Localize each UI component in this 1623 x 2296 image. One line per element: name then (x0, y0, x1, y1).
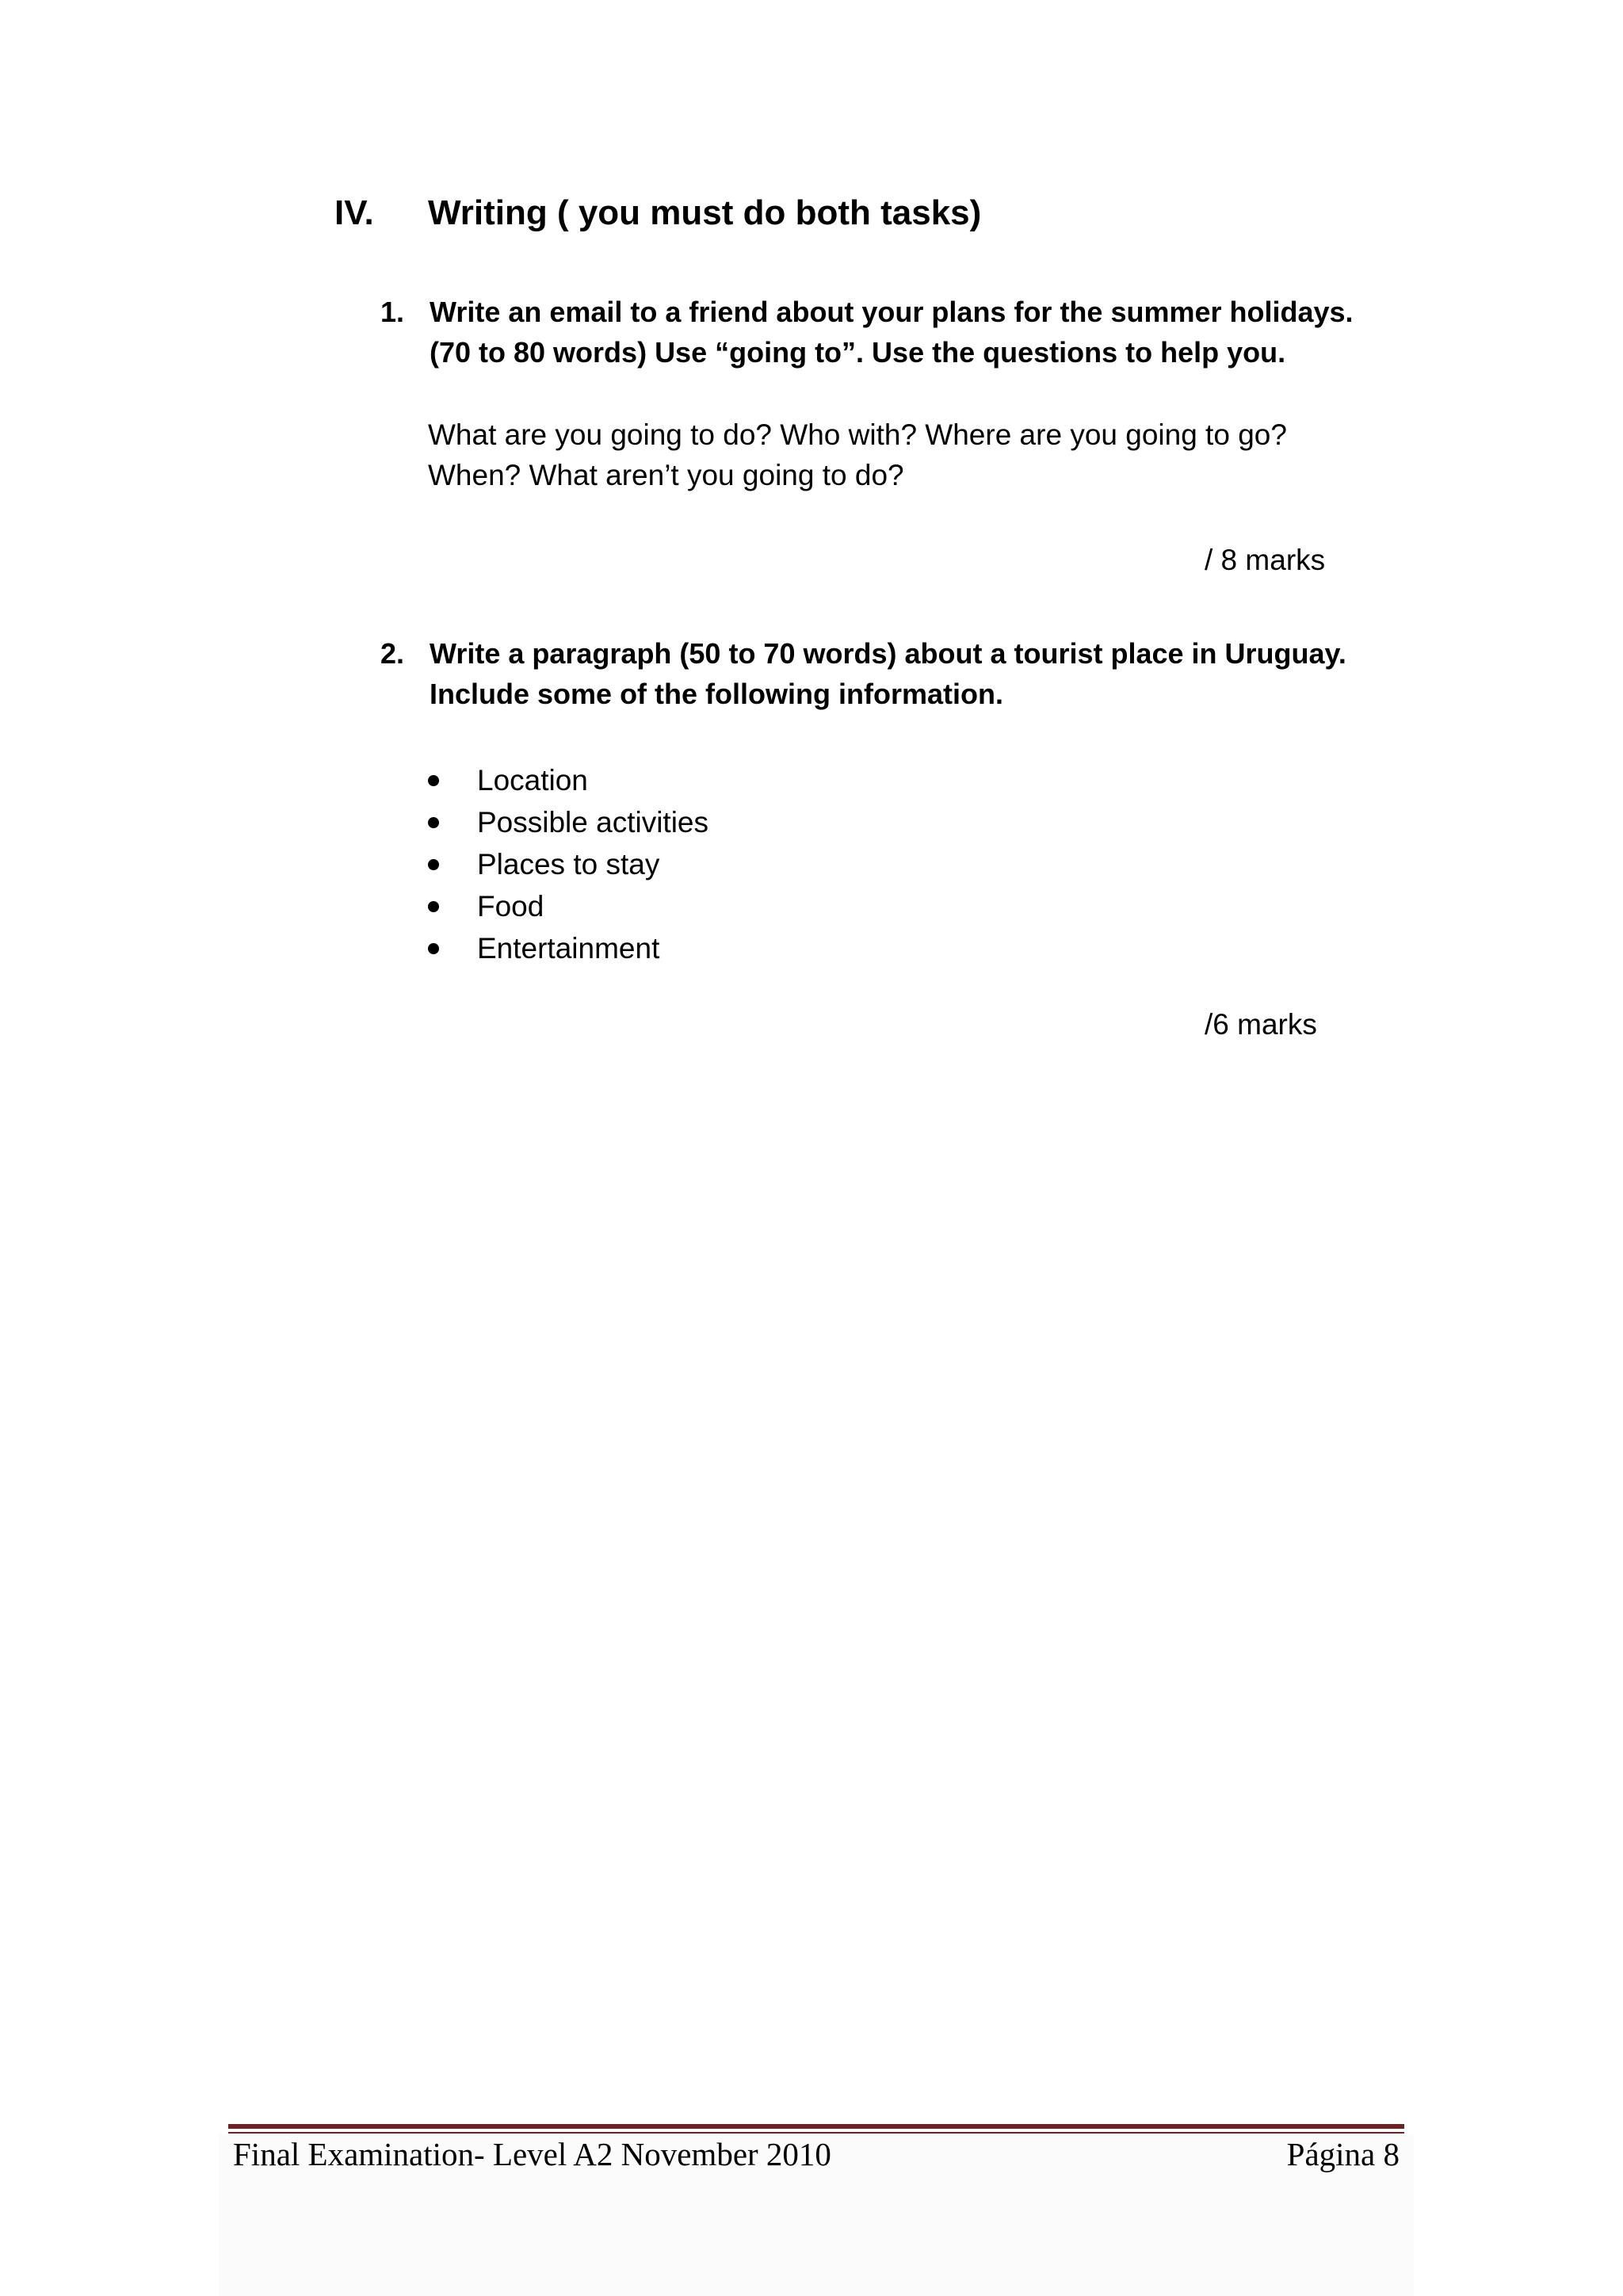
bullet-text: Possible activities (477, 806, 709, 839)
section-title: Writing ( you must do both tasks) (428, 193, 982, 232)
task-1-question-line-1: What are you going to do? Who with? Where are you going to go? (428, 418, 1287, 451)
footer-rule-thick (228, 2124, 1404, 2129)
list-item (425, 885, 708, 927)
footer-rule-thin (228, 2132, 1404, 2134)
task-1-instructions (430, 292, 1411, 372)
bullet-icon (428, 901, 439, 912)
task-1 (380, 292, 1411, 372)
task-2-instructions (430, 633, 1411, 714)
task-2 (380, 633, 1411, 714)
section-number: IV. (334, 193, 374, 232)
list-item (425, 759, 708, 801)
task-1-question-line-2: When? What aren’t you going to do? (428, 459, 904, 491)
bullet-icon (428, 775, 439, 786)
task-2-number: 2. (380, 637, 405, 670)
task-2-line-1: Write a paragraph (50 to 70 words) about a tourist place in Uruguay. (430, 637, 1346, 670)
bullet-icon (428, 943, 439, 954)
task-2-bullet-list (425, 759, 708, 969)
task-2-marks: /6 marks (1205, 1008, 1317, 1041)
bullet-text: Location (477, 764, 588, 797)
section-heading (334, 193, 981, 233)
task-1-line-2: (70 to 80 words) Use “going to”. Use the questions to help you. (430, 336, 1286, 369)
list-item (425, 843, 708, 885)
task-1-number: 1. (380, 296, 405, 328)
task-2-line-2: Include some of the following information. (430, 678, 1003, 710)
bullet-text: Places to stay (477, 848, 660, 881)
task-1-questions (428, 415, 1287, 495)
bullet-icon (428, 859, 439, 870)
list-item (425, 927, 708, 969)
bullet-icon (428, 817, 439, 828)
bullet-text: Entertainment (477, 932, 660, 965)
task-1-marks: / 8 marks (1205, 544, 1326, 576)
footer-title: Final Examination- Level A2 November 2010 (233, 2136, 831, 2172)
task-1-line-1: Write an email to a friend about your plans for the summer holidays. (430, 296, 1354, 328)
list-item (425, 801, 708, 843)
footer-page-number: Página 8 (1286, 2136, 1400, 2172)
bullet-text: Food (477, 890, 544, 923)
